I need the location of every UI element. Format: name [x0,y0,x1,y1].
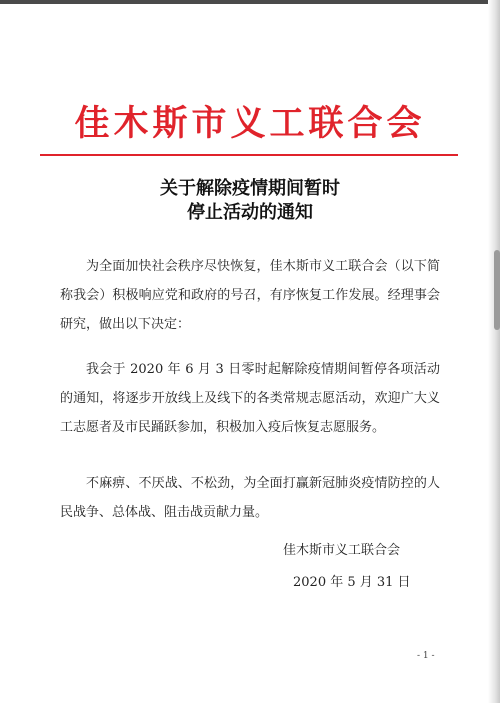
signature-organization: 佳木斯市义工联合会 [283,543,401,558]
signature-date: 2020 年 5 月 31 日 [293,575,411,590]
page-top-border [0,0,500,4]
body-paragraph-2: 我会于 2020 年 6 月 3 日零时起解除疫情期间暂停各项活动的通知，将逐步开放线上及线下的各类常规志愿活动，欢迎广大义工志愿者及市民踊跃参加，积极加入疫后恢复志愿服务。 [60,362,440,435]
page-number: - 1 - [417,651,435,661]
notice-title-line-2: 停止活动的通知 [187,202,313,223]
letterhead-divider [40,154,458,156]
page-edge-shadow [488,0,500,703]
scrollbar-thumb[interactable] [494,250,500,330]
letterhead-title: 佳木斯市义工联合会 [74,104,426,144]
body-paragraph-3: 不麻痹、不厌战、不松劲，为全面打赢新冠肺炎疫情防控的人民战争、总体战、阻击战贡献力量。 [60,476,440,520]
notice-title-line-1: 关于解除疫情期间暂时 [160,178,340,199]
body-paragraph-1: 为全面加快社会秩序尽快恢复，佳木斯市义工联合会（以下简称我会）积极响应党和政府的号召，有序恢复工作发展。经理事会研究，做出以下决定： [60,259,440,332]
